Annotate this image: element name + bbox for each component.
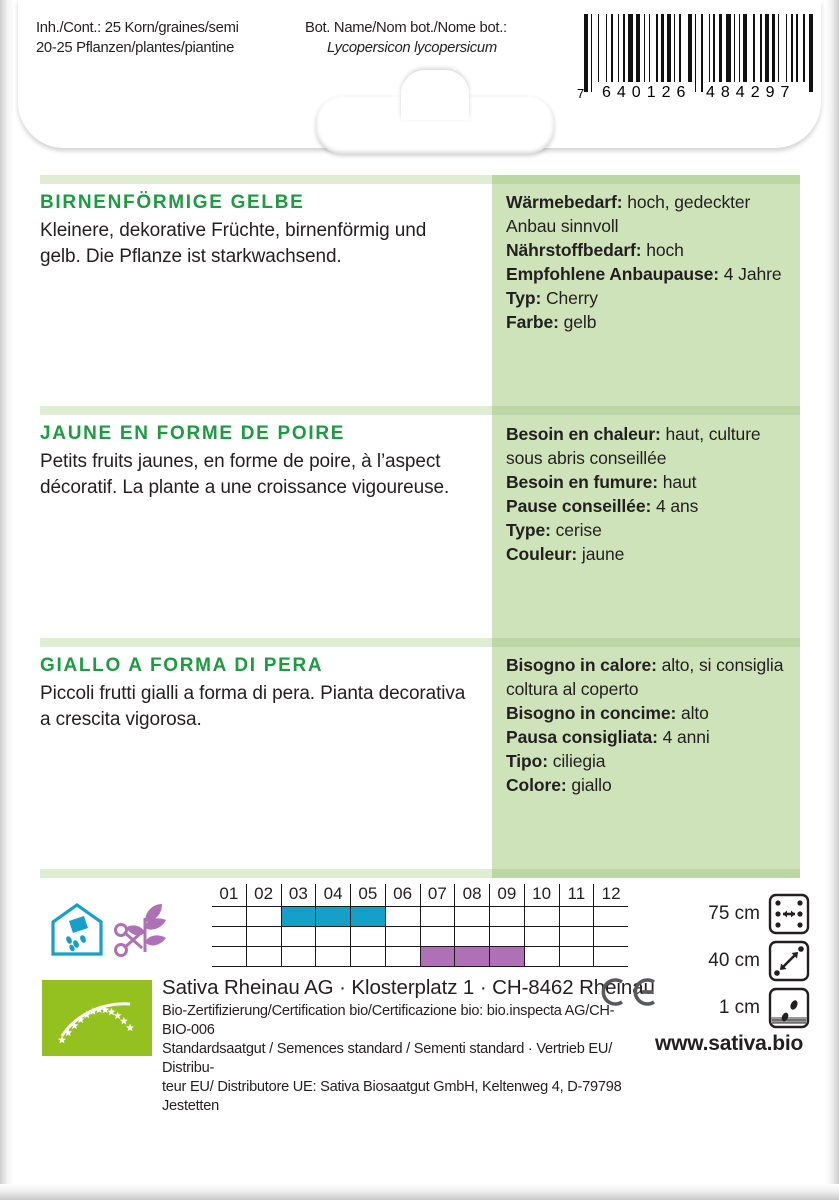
content-line-1: Inh./Cont.: 25 Korn/graines/semi [36, 20, 239, 36]
barcode-bar [591, 14, 592, 92]
barcode-lead-digit: 7 [577, 86, 585, 101]
calendar-month-02: 02 [246, 884, 281, 906]
variety-description-fr: Petits fruits jaunes, en forme de poire, à l’aspect décoratif. La plante a une croissance vigoureuse. [40, 451, 450, 498]
calendar-grid [212, 906, 628, 967]
barcode-bar [732, 14, 733, 82]
variety-description-it: Piccoli frutti gialli a forma di pera. Pianta decorativa a crescita vigorosa. [40, 683, 466, 730]
attribute-label: Bisogno in calore: [506, 655, 657, 675]
calendar-month-01: 01 [219, 884, 239, 903]
calendar-month-11: 11 [559, 884, 594, 906]
calendar-cell [281, 927, 316, 946]
calendar-cell [420, 927, 455, 946]
sowing-depth-row [660, 984, 810, 1031]
attribute-label: Colore: [506, 775, 567, 795]
attribute-label: Wärmebedarf: [506, 192, 623, 212]
barcode-bar [794, 14, 795, 82]
barcode-bar [723, 14, 725, 82]
attribute-value: hoch, gedeckter Anbau sinnvoll [506, 192, 751, 236]
eu-organic-logo [42, 980, 152, 1056]
barcode-bar [753, 14, 755, 82]
calendar-month-08: 08 [454, 884, 489, 906]
barcode-bar [641, 14, 643, 82]
barcode-bar [799, 14, 803, 82]
attribute-label: Pausa consigliata: [506, 727, 658, 747]
attribute-value: cerise [550, 520, 602, 540]
attribute-value: 4 ans [651, 496, 699, 516]
barcode-group-2: 484297 [706, 84, 796, 101]
harvest-scissors-plant-icon [112, 898, 174, 960]
barcode-bar [814, 14, 815, 92]
calendar-cell [315, 907, 350, 926]
calendar-cell [246, 927, 281, 946]
barcode-bar [656, 14, 658, 82]
attribute-it-0 [506, 653, 796, 701]
sowing-harvest-calendar [212, 884, 628, 967]
distribution-line-1: Standardsaatgut / Semences standard / Sementi standard · Vertrieb EU/ Distribu- [162, 1041, 613, 1076]
barcode-bar [649, 14, 650, 82]
barcode-bar [772, 14, 774, 82]
section-divider-3 [40, 638, 800, 647]
calendar-row-harvest [212, 946, 628, 966]
calendar-cell [212, 947, 246, 966]
calendar-cell [350, 907, 385, 926]
variety-description-de: Kleinere, dekorative Früchte, birnenförmig und gelb. Die Pflanze ist starkwachsend. [40, 220, 427, 267]
ce-mark-icon [600, 978, 660, 1006]
attribute-value: ciliegia [547, 751, 606, 771]
plant-spacing-row [660, 937, 810, 984]
barcode-bar [665, 14, 666, 82]
barcode-bar [734, 14, 735, 82]
barcode-bar [713, 14, 714, 82]
section-divider-4 [40, 869, 800, 878]
calendar-cell [212, 907, 246, 926]
barcode-bar [693, 14, 694, 92]
barcode-bar [623, 14, 624, 82]
calendar-month-09: 09 [489, 884, 524, 906]
barcode-bar [695, 14, 696, 92]
calendar-cell [246, 907, 281, 926]
calendar-month-05: 05 [350, 884, 385, 906]
barcode-bar [593, 14, 597, 82]
calendar-cell [454, 927, 489, 946]
sowing-depth-label: 1 cm [718, 996, 760, 1018]
barcode-bar [704, 14, 708, 92]
barcode-bar [626, 14, 627, 82]
botanical-name [305, 18, 507, 58]
barcode-bar [711, 14, 712, 82]
barcode-bar [791, 14, 793, 82]
calendar-cell [315, 947, 350, 966]
barcode-bar [760, 14, 762, 82]
barcode-bar [756, 14, 758, 82]
attribute-value: 4 anni [657, 727, 710, 747]
barcode-bar [688, 14, 692, 82]
attribute-label: Typ: [506, 288, 542, 308]
calendar-cell [593, 947, 628, 966]
barcode-bar [763, 14, 764, 82]
barcode [576, 14, 824, 110]
variety-title-de: BIRNENFÖRMIGE GELBE [40, 192, 305, 213]
attribute-value: gelb [558, 312, 597, 332]
barcode-bar [803, 14, 804, 82]
barcode-bar [709, 14, 710, 82]
website-url[interactable]: www.sativa.bio [655, 1032, 804, 1055]
calendar-cell [559, 907, 594, 926]
barcode-bar [598, 14, 599, 82]
calendar-cell [385, 947, 420, 966]
calendar-month-03: 03 [281, 884, 316, 906]
barcode-bar [674, 14, 675, 82]
calendar-month-04: 04 [315, 884, 350, 906]
calendar-cell [350, 947, 385, 966]
attribute-value: alto, si consiglia coltura al coperto [506, 655, 784, 699]
attribute-de-2 [506, 262, 796, 286]
calendar-cell [454, 947, 489, 966]
barcode-bar [726, 14, 731, 82]
calendar-month-10: 10 [524, 884, 559, 906]
attribute-de-3 [506, 286, 796, 310]
barcode-bar [672, 14, 673, 82]
botanical-name-label: Bot. Name/Nom bot./Nome bot.: [305, 20, 507, 36]
barcode-bar [676, 14, 677, 82]
attribute-fr-3 [506, 518, 796, 542]
barcode-bar [614, 14, 616, 82]
barcode-bar [748, 14, 752, 82]
sowing-depth-icon [768, 987, 810, 1029]
attribute-value: haut, culture sous abris conseillée [506, 424, 761, 468]
barcode-bar [778, 14, 779, 82]
attribute-label: Type: [506, 520, 551, 540]
barcode-bar [682, 14, 687, 82]
hang-hole [316, 96, 554, 154]
variety-title-it: GIALLO A FORMA DI PERA [40, 655, 324, 676]
attribute-fr-0 [506, 422, 796, 470]
barcode-bar [806, 14, 808, 92]
barcode-bar [636, 14, 640, 82]
calendar-cell [593, 907, 628, 926]
sowing-greenhouse-icon [50, 902, 104, 958]
calendar-month-12: 12 [593, 884, 628, 906]
calendar-month-labels [212, 884, 628, 906]
section-it-text [40, 655, 470, 733]
barcode-bar [659, 14, 660, 82]
packet-bottom-edge [0, 1184, 839, 1200]
attribute-value: hoch [641, 240, 684, 260]
section-divider-1 [40, 175, 800, 184]
calendar-month-07: 07 [420, 884, 455, 906]
calendar-month-06: 06 [385, 884, 420, 906]
barcode-bar [701, 14, 703, 92]
content-quantity [36, 18, 239, 58]
barcode-group-1: 640126 [602, 84, 692, 101]
barcode-bar [796, 14, 797, 82]
attribute-fr-4 [506, 542, 796, 566]
attribute-label: Pause conseillée: [506, 496, 652, 516]
attribute-it-2 [506, 725, 796, 749]
company-name: Sativa Rheinau AG · Klosterplatz 1 · CH-8462 Rheinau [162, 976, 655, 999]
barcode-bar [667, 14, 671, 82]
attribute-value: haut [657, 472, 697, 492]
attribute-fr-1 [506, 470, 796, 494]
calendar-cell [524, 927, 559, 946]
barcode-bar [786, 14, 787, 82]
attribute-label: Besoin en fumure: [506, 472, 658, 492]
packet-right-edge [825, 0, 839, 1200]
calendar-cell [385, 927, 420, 946]
barcode-bar [765, 14, 769, 82]
calendar-cell [281, 907, 316, 926]
barcode-bar [743, 14, 747, 82]
calendar-cell [420, 947, 455, 966]
row-spacing-label: 75 cm [708, 902, 760, 924]
content-line-2: 20-25 Pflanzen/plantes/piantine [36, 40, 235, 56]
barcode-bar [644, 14, 645, 82]
calendar-cell [559, 947, 594, 966]
section-fr-attributes [506, 422, 796, 566]
calendar-cell [489, 947, 524, 966]
barcode-bar [634, 14, 635, 82]
calendar-cell [489, 927, 524, 946]
barcode-bar [608, 14, 609, 82]
barcode-bar [611, 14, 613, 82]
calendar-cell [524, 947, 559, 966]
calendar-cell [246, 947, 281, 966]
section-divider-2 [40, 406, 800, 415]
row-spacing-row [660, 890, 810, 937]
calendar-cell [524, 907, 559, 926]
row-distance-icon [768, 893, 810, 935]
calendar-row-sowing [212, 907, 628, 926]
attribute-it-4 [506, 773, 796, 797]
attribute-label: Bisogno in concime: [506, 703, 677, 723]
barcode-bar [739, 14, 740, 82]
attribute-value: Cherry [541, 288, 598, 308]
barcode-bar [646, 14, 647, 82]
attribute-value: alto [676, 703, 709, 723]
packet-left-edge [0, 0, 14, 1200]
distribution-line-2: teur EU/ Distributore UE: Sativa Biosaatgut GmbH, Keltenweg 4, D-79798 Jestetten [162, 1079, 622, 1114]
calendar-cell [454, 907, 489, 926]
calendar-row-middle [212, 926, 628, 946]
barcode-bar [584, 14, 588, 92]
attribute-it-3 [506, 749, 796, 773]
attribute-fr-2 [506, 494, 796, 518]
company-block [162, 976, 655, 1116]
plant-spacing-label: 40 cm [708, 949, 760, 971]
barcode-bar [589, 14, 590, 92]
attribute-value: giallo [566, 775, 612, 795]
attribute-label: Empfohlene Anbaupause: [506, 264, 720, 284]
attribute-de-4 [506, 310, 796, 334]
section-de-text [40, 192, 470, 270]
attribute-value: jaune [577, 544, 625, 564]
calendar-cell [559, 927, 594, 946]
calendar-cell [420, 907, 455, 926]
section-it-attributes [506, 653, 796, 797]
barcode-bar [719, 14, 721, 82]
barcode-bar [606, 14, 607, 82]
barcode-bar [628, 14, 633, 82]
botanical-name-value: Lycopersicon lycopersicum [326, 40, 497, 56]
barcode-bar [716, 14, 718, 82]
barcode-bar [651, 14, 655, 82]
barcode-bar [620, 14, 622, 82]
barcode-bar [697, 14, 699, 92]
barcode-bar [809, 14, 813, 92]
section-fr-text [40, 423, 470, 501]
barcode-bar [780, 14, 785, 82]
barcode-bar [679, 14, 681, 82]
plant-distance-icon [768, 940, 810, 982]
attribute-label: Farbe: [506, 312, 559, 332]
attribute-de-1 [506, 238, 796, 262]
calendar-cell [315, 927, 350, 946]
calendar-cell [489, 907, 524, 926]
attribute-it-1 [506, 701, 796, 725]
barcode-bars [584, 14, 816, 92]
barcode-bar [776, 14, 777, 82]
barcode-bar [788, 14, 789, 82]
attribute-label: Tipo: [506, 751, 548, 771]
section-de-attributes [506, 190, 796, 334]
certification-line: Bio-Zertifizierung/Certification bio/Certificazione bio: bio.inspecta AG/CH-BIO-006 [162, 1003, 615, 1038]
attribute-label: Besoin en chaleur: [506, 424, 661, 444]
attribute-de-0 [506, 190, 796, 238]
attribute-label: Couleur: [506, 544, 578, 564]
calendar-cell [385, 907, 420, 926]
calendar-cell [593, 927, 628, 946]
attribute-value: 4 Jahre [719, 264, 782, 284]
barcode-bar [770, 14, 771, 82]
barcode-bar [736, 14, 737, 82]
calendar-cell [281, 947, 316, 966]
barcode-bar [741, 14, 742, 82]
spacing-icons [660, 890, 810, 1031]
attribute-label: Nährstoffbedarf: [506, 240, 642, 260]
barcode-bar [661, 14, 663, 82]
barcode-bar [600, 14, 605, 82]
variety-title-fr: JAUNE EN FORME DE POIRE [40, 423, 346, 444]
calendar-cell [212, 927, 246, 946]
barcode-bar [618, 14, 619, 82]
calendar-cell [350, 927, 385, 946]
